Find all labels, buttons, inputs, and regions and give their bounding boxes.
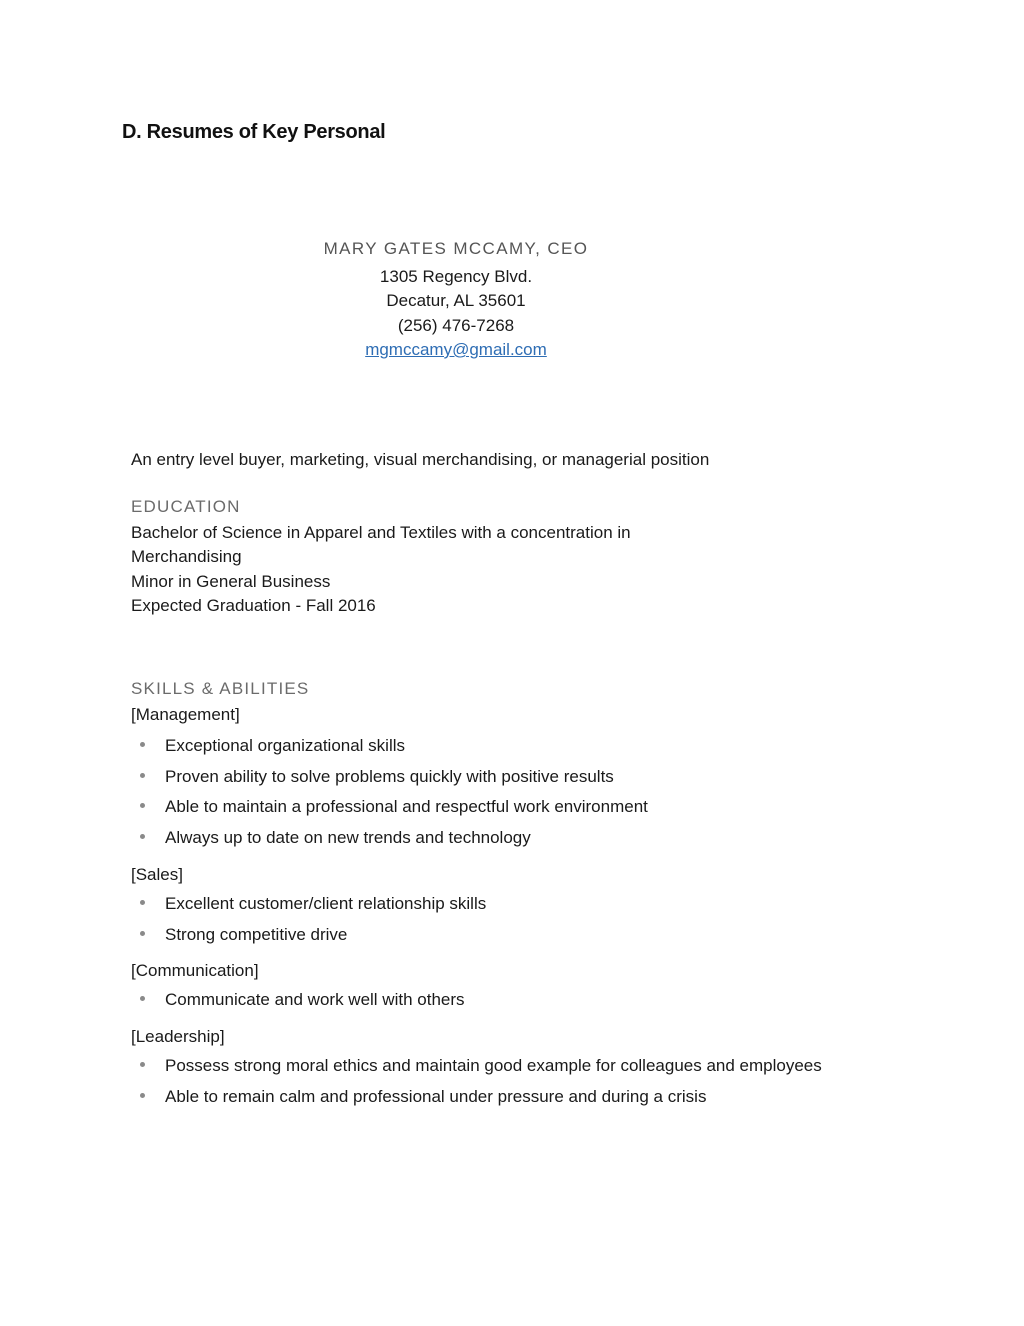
education-line: Bachelor of Science in Apparel and Textiles with a concentration in: [131, 523, 631, 542]
education-line: Expected Graduation - Fall 2016: [131, 596, 376, 615]
list-item: Always up to date on new trends and technology: [140, 828, 531, 848]
list-item: Able to maintain a professional and respectful work environment: [140, 797, 648, 817]
list-item: Possess strong moral ethics and maintain good example for colleagues and employees: [140, 1056, 822, 1076]
list-item: Able to remain calm and professional under pressure and during a crisis: [140, 1087, 706, 1107]
bullet-icon: [140, 742, 145, 747]
education-line: Minor in General Business: [131, 572, 331, 591]
skill-group-label-communication: [Communication]: [131, 961, 259, 980]
education-line: Merchandising: [131, 547, 242, 566]
skill-group-label-sales: [Sales]: [131, 865, 183, 884]
bullet-icon: [140, 900, 145, 905]
page-heading: D. Resumes of Key Personal: [122, 121, 386, 143]
skills-title: SKILLS & ABILITIES: [131, 679, 310, 698]
bullet-icon: [140, 996, 145, 1001]
skill-group-label-leadership: [Leadership]: [131, 1027, 225, 1046]
bullet-icon: [140, 803, 145, 808]
contact-name: MARY GATES MCCAMY, CEO: [323, 239, 589, 258]
list-item: Proven ability to solve problems quickly with positive results: [140, 767, 614, 787]
list-item: Exceptional organizational skills: [140, 736, 405, 756]
bullet-icon: [140, 1062, 145, 1067]
bullet-icon: [140, 773, 145, 778]
contact-email-link[interactable]: mgmccamy@gmail.com: [365, 340, 547, 359]
bullet-icon: [140, 931, 145, 936]
skill-group-label-management: [Management]: [131, 705, 240, 724]
education-title: EDUCATION: [131, 497, 241, 516]
bullet-icon: [140, 834, 145, 839]
objective-text: An entry level buyer, marketing, visual merchandising, or managerial position: [131, 450, 710, 469]
contact-address-line1: 1305 Regency Blvd.: [379, 267, 533, 286]
list-item: Communicate and work well with others: [140, 990, 465, 1010]
contact-address-line2: Decatur, AL 35601: [386, 291, 526, 310]
contact-phone: (256) 476-7268: [397, 316, 515, 335]
bullet-icon: [140, 1093, 145, 1098]
list-item: Strong competitive drive: [140, 925, 347, 945]
list-item: Excellent customer/client relationship skills: [140, 894, 486, 914]
